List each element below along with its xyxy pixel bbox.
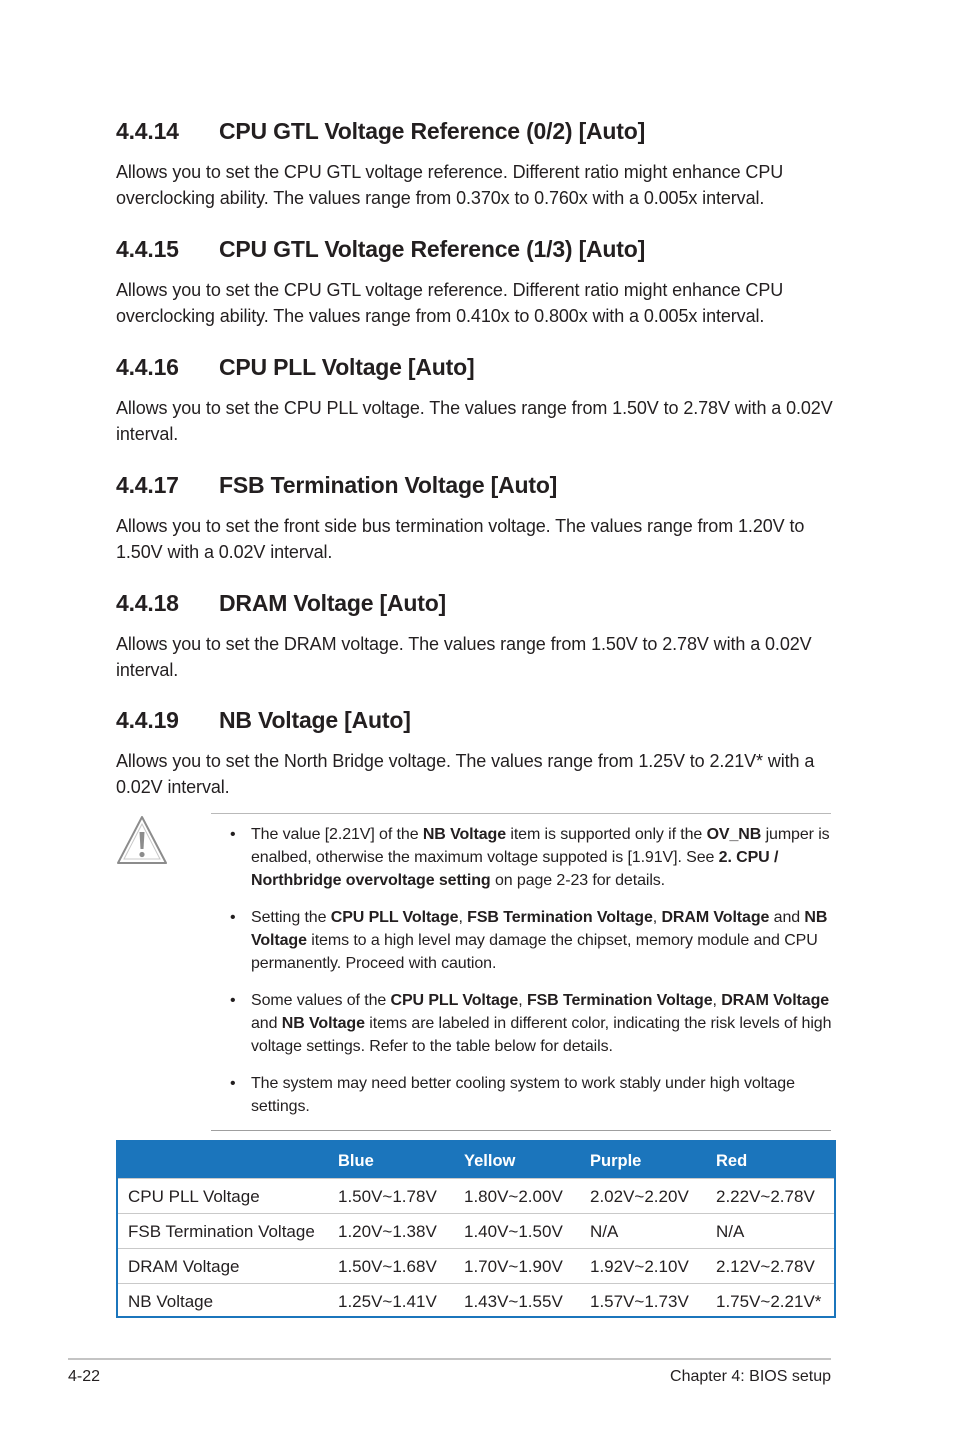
section-number: 4.4.14 bbox=[116, 118, 179, 144]
section-4-4-17 bbox=[116, 472, 836, 565]
row-label: FSB Termination Voltage bbox=[128, 1222, 315, 1241]
section-heading bbox=[116, 118, 836, 145]
section-4-4-18 bbox=[116, 590, 836, 683]
row-label: NB Voltage bbox=[128, 1292, 214, 1311]
bullet: • bbox=[230, 909, 236, 926]
note-text: on page 2-23 for details. bbox=[490, 872, 666, 889]
note-text: The system may need better cooling system to work stably under high voltage settings. bbox=[251, 1075, 795, 1115]
section-title: FSB Termination Voltage [Auto] bbox=[219, 472, 558, 498]
note-text: item is supported only if the bbox=[506, 826, 707, 843]
note-item bbox=[230, 989, 836, 1058]
cell: 2.02V~2.20V bbox=[590, 1187, 689, 1206]
row-label: CPU PLL Voltage bbox=[128, 1187, 260, 1206]
voltage-color-table bbox=[116, 1140, 836, 1318]
note-bold: NB Voltage bbox=[251, 909, 828, 949]
caution-notes bbox=[211, 813, 831, 1131]
section-4-4-19 bbox=[116, 707, 836, 800]
note-text: jumper is enalbed, otherwise the maximum voltage suppoted is [1.91V]. See bbox=[251, 826, 830, 866]
cell: 2.22V~2.78V bbox=[716, 1187, 815, 1206]
bullet: • bbox=[230, 826, 236, 843]
section-4-4-16 bbox=[116, 354, 836, 447]
row-label: DRAM Voltage bbox=[128, 1257, 240, 1276]
cell: 1.25V~1.41V bbox=[338, 1292, 437, 1311]
note-text: , bbox=[712, 992, 722, 1009]
note-bold: 2. CPU / Northbridge overvoltage setting bbox=[251, 849, 779, 889]
section-number: 4.4.16 bbox=[116, 354, 179, 380]
cell: 1.57V~1.73V bbox=[590, 1292, 689, 1311]
header-blue: Blue bbox=[338, 1152, 374, 1170]
section-body: Allows you to set the DRAM voltage. The values range from 1.50V to 2.78V with a 0.02V interval. bbox=[116, 634, 812, 680]
cell: 1.43V~1.55V bbox=[464, 1292, 563, 1311]
note-text: items are labeled in different color, indicating the risk levels of high voltage settings. Refer to the table below for details. bbox=[251, 1015, 832, 1055]
footer-divider bbox=[68, 1358, 831, 1360]
section-body: Allows you to set the North Bridge voltage. The values range from 1.25V to 2.21V* with a 0.02V interval. bbox=[116, 751, 815, 797]
section-title: CPU GTL Voltage Reference (1/3) [Auto] bbox=[219, 236, 646, 262]
section-title: NB Voltage [Auto] bbox=[219, 707, 411, 733]
note-bold: FSB Termination Voltage bbox=[467, 909, 653, 926]
header-yellow: Yellow bbox=[464, 1152, 516, 1170]
note-text: , bbox=[652, 909, 662, 926]
section-number: 4.4.19 bbox=[116, 707, 179, 733]
section-heading bbox=[116, 472, 836, 499]
section-title: CPU GTL Voltage Reference (0/2) [Auto] bbox=[219, 118, 646, 144]
table-row bbox=[118, 1213, 834, 1248]
table-row bbox=[118, 1178, 834, 1213]
cell: 1.50V~1.68V bbox=[338, 1257, 437, 1276]
table-row bbox=[118, 1283, 834, 1318]
note-bold: NB Voltage bbox=[422, 826, 507, 843]
table-row bbox=[118, 1248, 834, 1283]
section-body: Allows you to set the CPU GTL voltage reference. Different ratio might enhance CPU overclocking ability. The values range from 0.410x to 0.800x with a 0.005x interval. bbox=[116, 280, 784, 326]
cell: N/A bbox=[716, 1222, 745, 1241]
section-4-4-14 bbox=[116, 118, 836, 211]
note-bold: CPU PLL Voltage bbox=[390, 992, 519, 1009]
section-number: 4.4.18 bbox=[116, 590, 179, 616]
note-text: Some values of the bbox=[251, 992, 391, 1009]
cell: 1.20V~1.38V bbox=[338, 1222, 437, 1241]
note-bold: DRAM Voltage bbox=[661, 909, 770, 926]
cell: 1.50V~1.78V bbox=[338, 1187, 437, 1206]
note-item bbox=[230, 823, 836, 892]
note-text: and bbox=[251, 1015, 282, 1032]
section-body: Allows you to set the CPU GTL voltage reference. Different ratio might enhance CPU overclocking ability. The values range from 0.370x to 0.760x with a 0.005x interval. bbox=[116, 162, 784, 208]
note-text: , bbox=[458, 909, 468, 926]
note-bold: OV_NB bbox=[706, 826, 762, 843]
note-bold: DRAM Voltage bbox=[721, 992, 830, 1009]
section-title: DRAM Voltage [Auto] bbox=[219, 590, 447, 616]
section-title: CPU PLL Voltage [Auto] bbox=[219, 354, 475, 380]
bullet: • bbox=[230, 1075, 236, 1092]
cell: 1.80V~2.00V bbox=[464, 1187, 563, 1206]
section-heading bbox=[116, 590, 836, 617]
section-heading bbox=[116, 707, 836, 734]
cell: N/A bbox=[590, 1222, 619, 1241]
note-item bbox=[230, 1072, 836, 1118]
note-bold: NB Voltage bbox=[281, 1015, 365, 1032]
cell: 1.92V~2.10V bbox=[590, 1257, 689, 1276]
section-body: Allows you to set the CPU PLL voltage. The values range from 1.50V to 2.78V with a 0.02V interval. bbox=[116, 398, 833, 444]
note-text: and bbox=[769, 909, 805, 926]
section-body: Allows you to set the front side bus termination voltage. The values range from 1.20V to 1.50V with a 0.02V interval. bbox=[116, 516, 805, 562]
table-header bbox=[118, 1142, 834, 1178]
note-text: items to a high level may damage the chipset, memory module and CPU permanently. Proceed with caution. bbox=[251, 932, 818, 972]
chapter-label: Chapter 4: BIOS setup bbox=[670, 1368, 831, 1385]
note-text: , bbox=[518, 992, 527, 1009]
warning-icon bbox=[115, 814, 169, 866]
cell: 1.40V~1.50V bbox=[464, 1222, 563, 1241]
section-heading bbox=[116, 354, 836, 381]
section-number: 4.4.17 bbox=[116, 472, 179, 498]
section-heading bbox=[116, 236, 836, 263]
header-purple: Purple bbox=[590, 1152, 642, 1170]
cell: 2.12V~2.78V bbox=[716, 1257, 815, 1276]
header-red: Red bbox=[716, 1152, 748, 1170]
section-number: 4.4.15 bbox=[116, 236, 179, 262]
note-text: The value [2.21V] of the bbox=[251, 826, 423, 843]
section-4-4-15 bbox=[116, 236, 836, 329]
note-text: Setting the bbox=[251, 909, 331, 926]
cell: 1.75V~2.21V* bbox=[716, 1292, 822, 1311]
note-item bbox=[230, 906, 836, 975]
bullet: • bbox=[230, 992, 236, 1009]
cell: 1.70V~1.90V bbox=[464, 1257, 563, 1276]
page-number: 4-22 bbox=[68, 1368, 101, 1385]
note-bold: FSB Termination Voltage bbox=[526, 992, 713, 1009]
note-bold: CPU PLL Voltage bbox=[330, 909, 459, 926]
